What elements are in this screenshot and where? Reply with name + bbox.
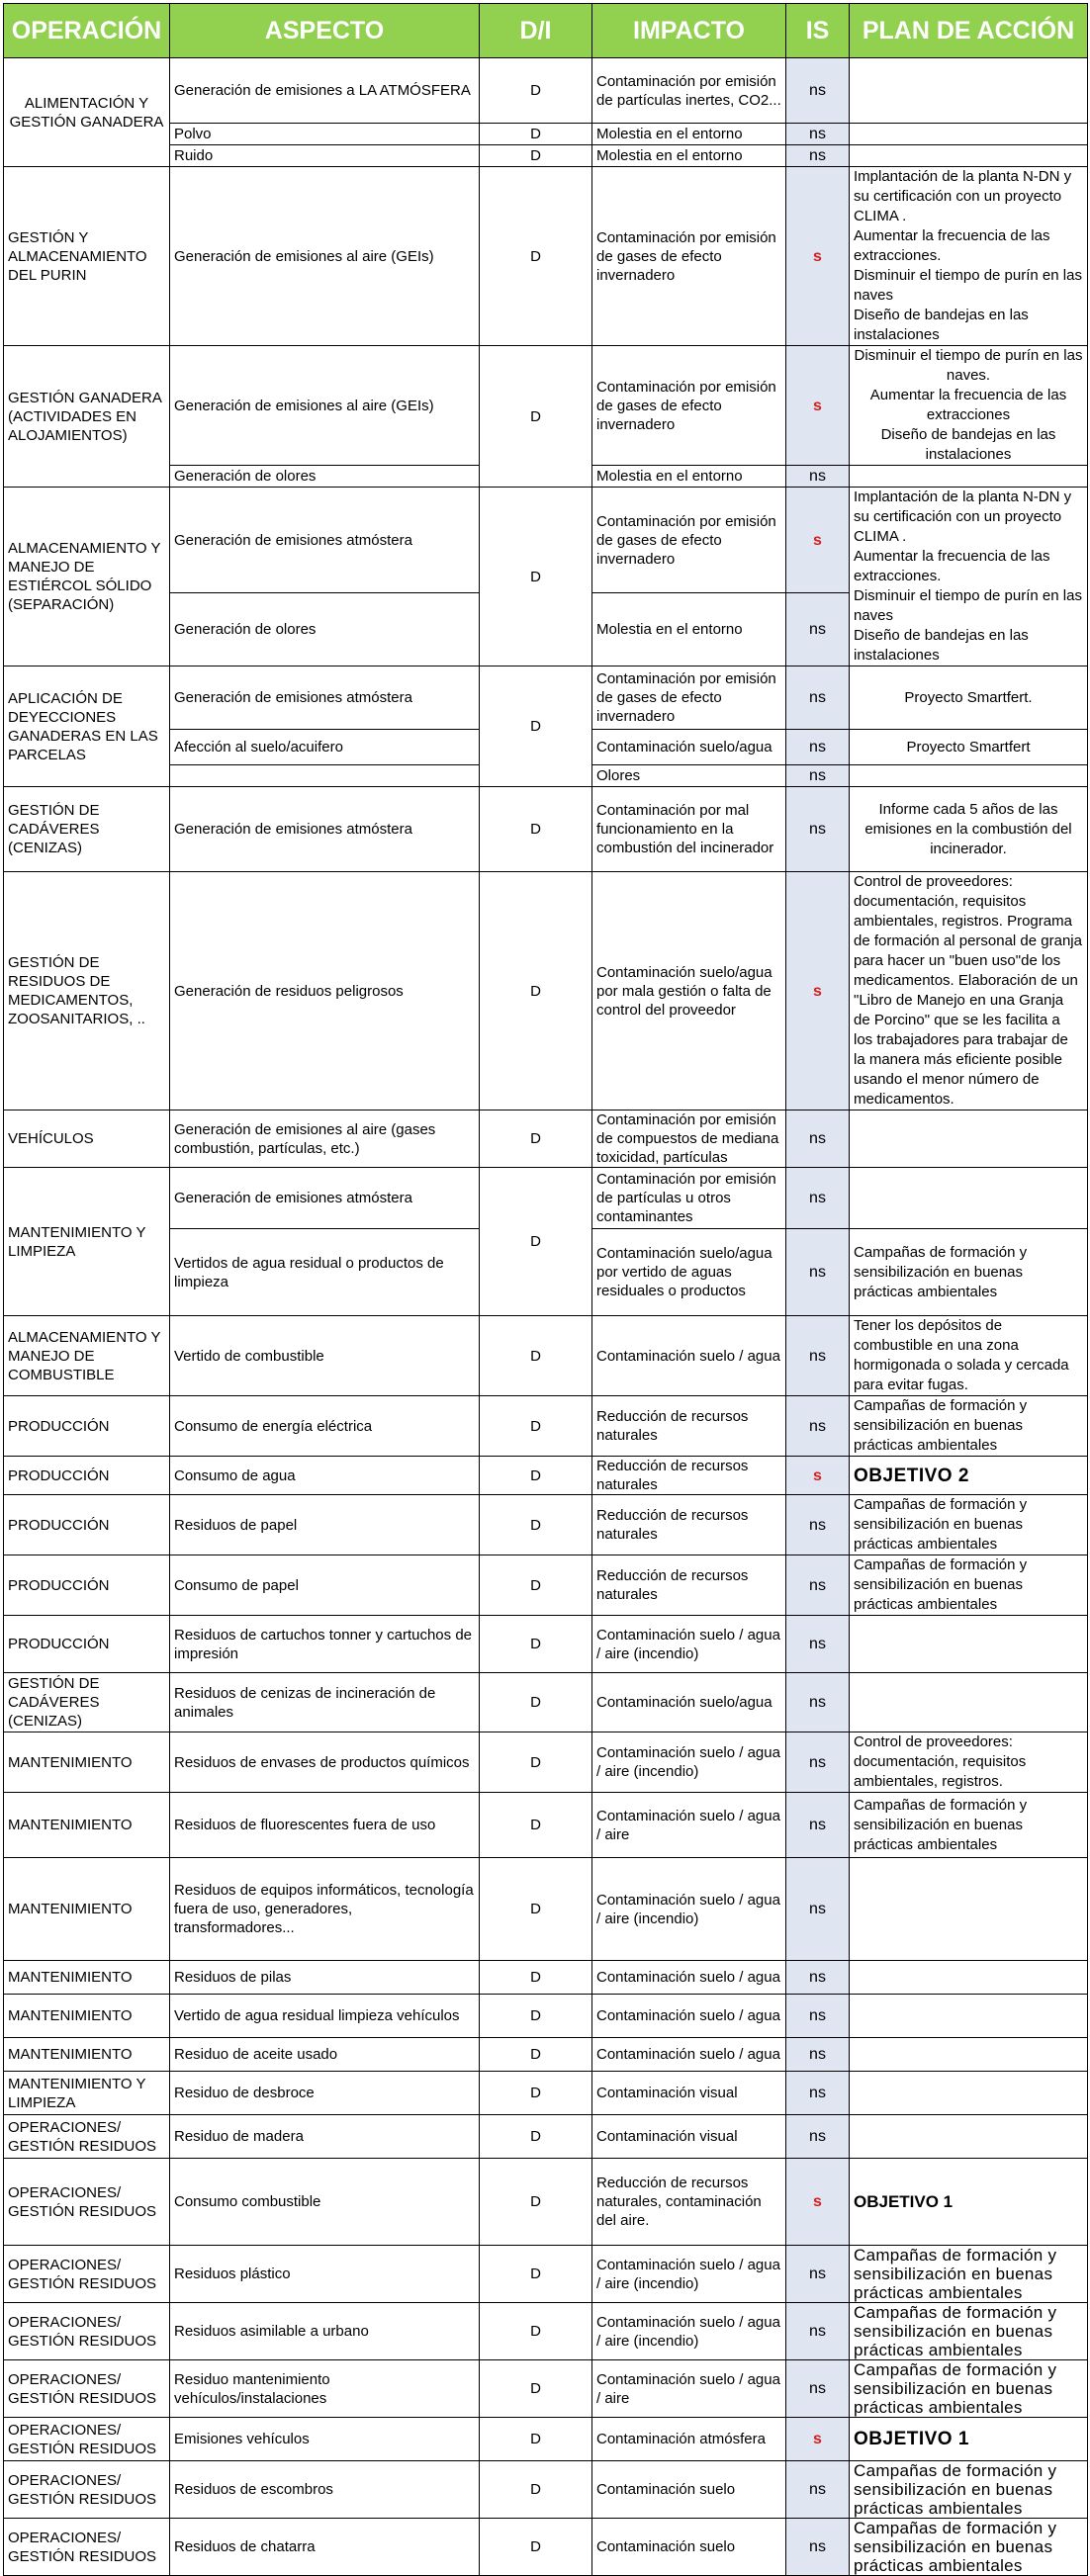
plan-cell: [850, 145, 1088, 167]
op-cell: APLICACIÓN DE DEYECCIONES GANADERAS EN LAS PARCELAS: [4, 666, 170, 787]
aspecto-cell: Generación de emisiones atmóstera: [170, 787, 480, 872]
aspecto-cell: Generación de olores: [170, 593, 480, 666]
impacto-cell: Contaminación suelo / agua: [592, 1316, 786, 1396]
op-cell: OPERACIONES/ GESTIÓN RESIDUOS: [4, 2418, 170, 2461]
header-plan-de-accion: PLAN DE ACCIÓN: [850, 4, 1088, 58]
is-cell: ns: [786, 1995, 850, 2038]
table-row: [4, 488, 1088, 593]
impacto-cell: Reducción de recursos naturales: [592, 1396, 786, 1457]
op-cell: MANTENIMIENTO Y LIMPIEZA: [4, 2072, 170, 2115]
is-cell: s: [786, 346, 850, 466]
is-cell: ns: [786, 58, 850, 124]
aspecto-cell: Vertido de agua residual limpieza vehículos: [170, 1995, 480, 2038]
aspecto-cell: Residuos plástico: [170, 2246, 480, 2303]
aspecto-cell: Generación de emisiones atmóstera: [170, 666, 480, 730]
di-cell: D: [480, 1961, 592, 1995]
op-cell: OPERACIONES/ GESTIÓN RESIDUOS: [4, 2360, 170, 2418]
table-row: [4, 1995, 1088, 2038]
header-operacion: OPERACIÓN: [4, 4, 170, 58]
impacto-cell: Contaminación suelo / agua: [592, 1961, 786, 1995]
aspecto-cell: Residuos de envases de productos químicos: [170, 1732, 480, 1793]
aspecto-cell: Residuo de desbroce: [170, 2072, 480, 2115]
di-cell: D: [480, 1457, 592, 1495]
aspecto-cell: Residuos de equipos informáticos, tecnología fuera de uso, generadores, transformadores...: [170, 1858, 480, 1961]
table-row: [4, 2418, 1088, 2461]
impacto-cell: Contaminación suelo/agua: [592, 1673, 786, 1732]
aspecto-cell: Vertidos de agua residual o productos de limpieza: [170, 1229, 480, 1316]
impacto-cell: Contaminación por emisión de gases de efecto invernadero: [592, 488, 786, 593]
aspecto-cell: Generación de olores: [170, 466, 480, 488]
is-cell: ns: [786, 730, 850, 765]
is-cell: ns: [786, 2246, 850, 2303]
op-cell: ALIMENTACIÓN Y GESTIÓN GANADERA: [4, 58, 170, 167]
di-cell: D: [480, 1555, 592, 1616]
table-row: [4, 1396, 1088, 1457]
di-cell: D: [480, 2303, 592, 2360]
aspecto-cell: Generación de emisiones al aire (GEIs): [170, 167, 480, 346]
is-cell: ns: [786, 2038, 850, 2072]
op-cell: PRODUCCIÓN: [4, 1616, 170, 1673]
aspecto-cell: Generación de residuos peligrosos: [170, 872, 480, 1110]
impacto-cell: Reducción de recursos naturales, contaminación del aire.: [592, 2159, 786, 2246]
plan-cell: [850, 765, 1088, 787]
op-cell: GESTIÓN GANADERA (ACTIVIDADES EN ALOJAMIENTOS): [4, 346, 170, 488]
table-row: [4, 1168, 1088, 1229]
di-cell: D: [480, 488, 592, 666]
plan-cell: Disminuir el tiempo de purín en las naves. Aumentar la frecuencia de las extracciones Diseño de bandejas en las instalaciones: [850, 346, 1088, 466]
is-cell: ns: [786, 2519, 850, 2576]
impacto-cell: Contaminación visual: [592, 2072, 786, 2115]
is-cell: ns: [786, 2461, 850, 2519]
op-cell: MANTENIMIENTO: [4, 1732, 170, 1793]
plan-cell: Control de proveedores: documentación, requisitos ambientales, registros.: [850, 1732, 1088, 1793]
aspecto-cell: Consumo combustible: [170, 2159, 480, 2246]
is-cell: ns: [786, 1793, 850, 1858]
table-row: [4, 167, 1088, 346]
di-cell: D: [480, 1732, 592, 1793]
di-cell: D: [480, 1168, 592, 1316]
is-cell: s: [786, 1457, 850, 1495]
op-cell: MANTENIMIENTO: [4, 1961, 170, 1995]
is-cell: ns: [786, 787, 850, 872]
impacto-cell: Contaminación suelo: [592, 2519, 786, 2576]
environmental-aspects-table: [3, 3, 1088, 2576]
table-row: [4, 1793, 1088, 1858]
is-cell: ns: [786, 1673, 850, 1732]
impacto-cell: Molestia en el entorno: [592, 145, 786, 167]
aspecto-cell: Generación de emisiones atmóstera: [170, 488, 480, 593]
plan-cell: [850, 1995, 1088, 2038]
di-cell: D: [480, 872, 592, 1110]
header-impacto: IMPACTO: [592, 4, 786, 58]
is-cell: ns: [786, 2360, 850, 2418]
plan-cell: [850, 2072, 1088, 2115]
di-cell: D: [480, 787, 592, 872]
table-row: [4, 2519, 1088, 2576]
impacto-cell: Contaminación atmósfera: [592, 2418, 786, 2461]
table-row: [4, 1110, 1088, 1168]
impacto-cell: Contaminación por emisión de gases de efecto invernadero: [592, 346, 786, 466]
di-cell: D: [480, 1495, 592, 1555]
is-cell: ns: [786, 593, 850, 666]
aspecto-cell: Residuos de pilas: [170, 1961, 480, 1995]
aspecto-cell: Vertido de combustible: [170, 1316, 480, 1396]
impacto-cell: Contaminación suelo / agua / aire (incendio): [592, 1732, 786, 1793]
is-cell: ns: [786, 1316, 850, 1396]
impacto-cell: Contaminación por emisión de compuestos de mediana toxicidad, partículas: [592, 1110, 786, 1168]
op-cell: OPERACIONES/ GESTIÓN RESIDUOS: [4, 2461, 170, 2519]
is-cell: ns: [786, 2072, 850, 2115]
header-is: IS: [786, 4, 850, 58]
di-cell: D: [480, 2418, 592, 2461]
op-cell: MANTENIMIENTO Y LIMPIEZA: [4, 1168, 170, 1316]
op-cell: PRODUCCIÓN: [4, 1495, 170, 1555]
table-row: [4, 1858, 1088, 1961]
plan-cell: [850, 2038, 1088, 2072]
impacto-cell: Contaminación por emisión de gases de efecto invernadero: [592, 167, 786, 346]
di-cell: D: [480, 167, 592, 346]
aspecto-cell: Generación de emisiones a LA ATMÓSFERA: [170, 58, 480, 124]
table-row: [4, 2303, 1088, 2360]
header-row: [4, 4, 1088, 58]
di-cell: D: [480, 2038, 592, 2072]
plan-cell: Campañas de formación y sensibilización en buenas prácticas ambientales: [850, 2360, 1088, 2418]
impacto-cell: Contaminación suelo / agua / aire (incendio): [592, 1616, 786, 1673]
table-row: [4, 787, 1088, 872]
plan-cell: Campañas de formación y sensibilización en buenas prácticas ambientales: [850, 2303, 1088, 2360]
op-cell: PRODUCCIÓN: [4, 1555, 170, 1616]
plan-cell: [850, 1110, 1088, 1168]
di-cell: D: [480, 1673, 592, 1732]
op-cell: ALMACENAMIENTO Y MANEJO DE ESTIÉRCOL SÓLIDO (SEPARACIÓN): [4, 488, 170, 666]
plan-cell: Campañas de formación y sensibilización en buenas prácticas ambientales: [850, 1229, 1088, 1316]
impacto-cell: Contaminación suelo / agua / aire (incendio): [592, 2303, 786, 2360]
impacto-cell: Contaminación suelo: [592, 2461, 786, 2519]
op-cell: OPERACIONES/ GESTIÓN RESIDUOS: [4, 2303, 170, 2360]
aspecto-cell: Residuos de cenizas de incineración de animales: [170, 1673, 480, 1732]
op-cell: ALMACENAMIENTO Y MANEJO DE COMBUSTIBLE: [4, 1316, 170, 1396]
impacto-cell: Contaminación suelo / agua / aire (incendio): [592, 1858, 786, 1961]
plan-cell: [850, 466, 1088, 488]
impacto-cell: Reducción de recursos naturales: [592, 1495, 786, 1555]
impacto-cell: Contaminación suelo / agua: [592, 2038, 786, 2072]
di-cell: D: [480, 1110, 592, 1168]
aspecto-cell: Consumo de energía eléctrica: [170, 1396, 480, 1457]
is-cell: ns: [786, 1858, 850, 1961]
plan-cell: Campañas de formación y sensibilización en buenas prácticas ambientales: [850, 1793, 1088, 1858]
op-cell: OPERACIONES/ GESTIÓN RESIDUOS: [4, 2246, 170, 2303]
plan-cell: Campañas de formación y sensibilización en buenas prácticas ambientales: [850, 2519, 1088, 2576]
table-row: [4, 1555, 1088, 1616]
di-cell: D: [480, 124, 592, 145]
op-cell: OPERACIONES/ GESTIÓN RESIDUOS: [4, 2159, 170, 2246]
is-cell: ns: [786, 124, 850, 145]
aspecto-cell: Ruido: [170, 145, 480, 167]
table-row: [4, 2038, 1088, 2072]
aspecto-cell: Emisiones vehículos: [170, 2418, 480, 2461]
plan-cell: Control de proveedores: documentación, requisitos ambientales, registros. Programa de formación al personal de granja para hacer un "buen uso"de los medicamentos. Elaboración de un "Libro de Manejo en una Granja de Porcino" que se les facilita a los trabajadores para trabajar de la manera más eficiente posible usando el menor número de medicamentos.: [850, 872, 1088, 1110]
table-row: [4, 1457, 1088, 1495]
plan-cell: [850, 1168, 1088, 1229]
plan-cell: Implantación de la planta N-DN y su certificación con un proyecto CLIMA . Aumentar la frecuencia de las extracciones. Disminuir el tiempo de purín en las naves Diseño de bandejas en las instalaciones: [850, 167, 1088, 346]
table-row: [4, 58, 1088, 124]
is-cell: ns: [786, 1229, 850, 1316]
aspecto-cell: Consumo de agua: [170, 1457, 480, 1495]
aspecto-cell: Residuos de chatarra: [170, 2519, 480, 2576]
op-cell: OPERACIONES/ GESTIÓN RESIDUOS: [4, 2115, 170, 2159]
is-cell: ns: [786, 1110, 850, 1168]
plan-cell: [850, 58, 1088, 124]
impacto-cell: Contaminación visual: [592, 2115, 786, 2159]
plan-cell: OBJETIVO 2: [850, 1457, 1088, 1495]
di-cell: D: [480, 1858, 592, 1961]
aspecto-cell: [170, 765, 480, 787]
op-cell: GESTIÓN DE RESIDUOS DE MEDICAMENTOS, ZOOSANITARIOS, ..: [4, 872, 170, 1110]
is-cell: ns: [786, 1732, 850, 1793]
aspecto-cell: Residuos de cartuchos tonner y cartuchos de impresión: [170, 1616, 480, 1673]
di-cell: D: [480, 2360, 592, 2418]
table-body: [4, 58, 1088, 2576]
impacto-cell: Contaminación suelo / agua: [592, 1995, 786, 2038]
op-cell: PRODUCCIÓN: [4, 1457, 170, 1495]
op-cell: MANTENIMIENTO: [4, 2038, 170, 2072]
impacto-cell: Reducción de recursos naturales: [592, 1457, 786, 1495]
plan-cell: Campañas de formación y sensibilización en buenas prácticas ambientales: [850, 1495, 1088, 1555]
impacto-cell: Reducción de recursos naturales: [592, 1555, 786, 1616]
header-aspecto: ASPECTO: [170, 4, 480, 58]
is-cell: ns: [786, 666, 850, 730]
is-cell: ns: [786, 1555, 850, 1616]
aspecto-cell: Residuos de escombros: [170, 2461, 480, 2519]
op-cell: MANTENIMIENTO: [4, 1793, 170, 1858]
impacto-cell: Molestia en el entorno: [592, 124, 786, 145]
is-cell: ns: [786, 1616, 850, 1673]
plan-cell: Proyecto Smartfert: [850, 730, 1088, 765]
di-cell: D: [480, 2159, 592, 2246]
di-cell: D: [480, 2115, 592, 2159]
table-row: [4, 666, 1088, 730]
op-cell: GESTIÓN DE CADÁVERES (CENIZAS): [4, 1673, 170, 1732]
plan-cell: Campañas de formación y sensibilización en buenas prácticas ambientales: [850, 1555, 1088, 1616]
op-cell: GESTIÓN DE CADÁVERES (CENIZAS): [4, 787, 170, 872]
impacto-cell: Molestia en el entorno: [592, 466, 786, 488]
table-row: [4, 1961, 1088, 1995]
impacto-cell: Contaminación por emisión de partículas inertes, CO2...: [592, 58, 786, 124]
op-cell: GESTIÓN Y ALMACENAMIENTO DEL PURIN: [4, 167, 170, 346]
di-cell: D: [480, 58, 592, 124]
is-cell: s: [786, 167, 850, 346]
table-row: [4, 872, 1088, 1110]
di-cell: D: [480, 1316, 592, 1396]
is-cell: ns: [786, 1961, 850, 1995]
plan-cell: Proyecto Smartfert.: [850, 666, 1088, 730]
plan-cell: [850, 1673, 1088, 1732]
plan-cell: [850, 2115, 1088, 2159]
di-cell: D: [480, 2246, 592, 2303]
plan-cell: OBJETIVO 1: [850, 2418, 1088, 2461]
di-cell: D: [480, 1396, 592, 1457]
aspecto-cell: Residuo mantenimiento vehículos/instalaciones: [170, 2360, 480, 2418]
impacto-cell: Contaminación por emisión de partículas u otros contaminantes: [592, 1168, 786, 1229]
plan-cell: Informe cada 5 años de las emisiones en la combustión del incinerador.: [850, 787, 1088, 872]
impacto-cell: Contaminación por emisión de gases de efecto invernadero: [592, 666, 786, 730]
plan-cell: Tener los depósitos de combustible en una zona hormigonada o solada y cercada para evitar fugas.: [850, 1316, 1088, 1396]
aspecto-cell: Consumo de papel: [170, 1555, 480, 1616]
op-cell: VEHÍCULOS: [4, 1110, 170, 1168]
plan-cell: [850, 1616, 1088, 1673]
aspecto-cell: Afección al suelo/acuifero: [170, 730, 480, 765]
di-cell: D: [480, 2072, 592, 2115]
is-cell: ns: [786, 765, 850, 787]
aspecto-cell: Generación de emisiones atmóstera: [170, 1168, 480, 1229]
aspecto-cell: Generación de emisiones al aire (GEIs): [170, 346, 480, 466]
impacto-cell: Molestia en el entorno: [592, 593, 786, 666]
is-cell: ns: [786, 2115, 850, 2159]
aspecto-cell: Generación de emisiones al aire (gases combustión, partículas, etc.): [170, 1110, 480, 1168]
table-row: [4, 1616, 1088, 1673]
di-cell: D: [480, 666, 592, 787]
table-row: [4, 1732, 1088, 1793]
table-row: [4, 2159, 1088, 2246]
plan-cell: Campañas de formación y sensibilización en buenas prácticas ambientales: [850, 2246, 1088, 2303]
table-row: [4, 2246, 1088, 2303]
table-row: [4, 346, 1088, 466]
plan-cell: Implantación de la planta N-DN y su certificación con un proyecto CLIMA . Aumentar la frecuencia de las extracciones. Disminuir el tiempo de purín en las naves Diseño de bandejas en las instalaciones: [850, 488, 1088, 666]
plan-cell: [850, 1858, 1088, 1961]
di-cell: D: [480, 145, 592, 167]
impacto-cell: Contaminación suelo / agua / aire: [592, 2360, 786, 2418]
table-row: [4, 1673, 1088, 1732]
aspecto-cell: Residuo de aceite usado: [170, 2038, 480, 2072]
di-cell: D: [480, 1793, 592, 1858]
impacto-cell: Contaminación suelo / agua / aire: [592, 1793, 786, 1858]
op-cell: MANTENIMIENTO: [4, 1858, 170, 1961]
impacto-cell: Contaminación suelo/agua: [592, 730, 786, 765]
plan-cell: [850, 1961, 1088, 1995]
impacto-cell: Contaminación por mal funcionamiento en la combustión del incinerador: [592, 787, 786, 872]
is-cell: ns: [786, 1495, 850, 1555]
di-cell: D: [480, 346, 592, 488]
impacto-cell: Contaminación suelo/agua por vertido de aguas residuales o productos: [592, 1229, 786, 1316]
plan-cell: Campañas de formación y sensibilización en buenas prácticas ambientales: [850, 1396, 1088, 1457]
plan-cell: Campañas de formación y sensibilización en buenas prácticas ambientales: [850, 2461, 1088, 2519]
di-cell: D: [480, 1995, 592, 2038]
table-row: [4, 2461, 1088, 2519]
aspecto-cell: Residuos de papel: [170, 1495, 480, 1555]
aspecto-cell: Residuos asimilable a urbano: [170, 2303, 480, 2360]
table-row: [4, 1495, 1088, 1555]
impacto-cell: Contaminación suelo/agua por mala gestión o falta de control del proveedor: [592, 872, 786, 1110]
op-cell: OPERACIONES/ GESTIÓN RESIDUOS: [4, 2519, 170, 2576]
is-cell: s: [786, 488, 850, 593]
is-cell: ns: [786, 145, 850, 167]
is-cell: ns: [786, 2303, 850, 2360]
di-cell: D: [480, 1616, 592, 1673]
table-row: [4, 1316, 1088, 1396]
impacto-cell: Contaminación suelo / agua / aire (incendio): [592, 2246, 786, 2303]
is-cell: s: [786, 872, 850, 1110]
is-cell: s: [786, 2418, 850, 2461]
table-row: [4, 2360, 1088, 2418]
op-cell: PRODUCCIÓN: [4, 1396, 170, 1457]
di-cell: D: [480, 2461, 592, 2519]
aspecto-cell: Residuo de madera: [170, 2115, 480, 2159]
is-cell: ns: [786, 466, 850, 488]
header-di: D/I: [480, 4, 592, 58]
table-row: [4, 2115, 1088, 2159]
aspecto-cell: Residuos de fluorescentes fuera de uso: [170, 1793, 480, 1858]
table-row: [4, 2072, 1088, 2115]
is-cell: ns: [786, 1396, 850, 1457]
op-cell: MANTENIMIENTO: [4, 1995, 170, 2038]
is-cell: ns: [786, 1168, 850, 1229]
aspecto-cell: Polvo: [170, 124, 480, 145]
is-cell: s: [786, 2159, 850, 2246]
plan-cell: [850, 124, 1088, 145]
impacto-cell: Olores: [592, 765, 786, 787]
plan-cell: OBJETIVO 1: [850, 2159, 1088, 2246]
di-cell: D: [480, 2519, 592, 2576]
